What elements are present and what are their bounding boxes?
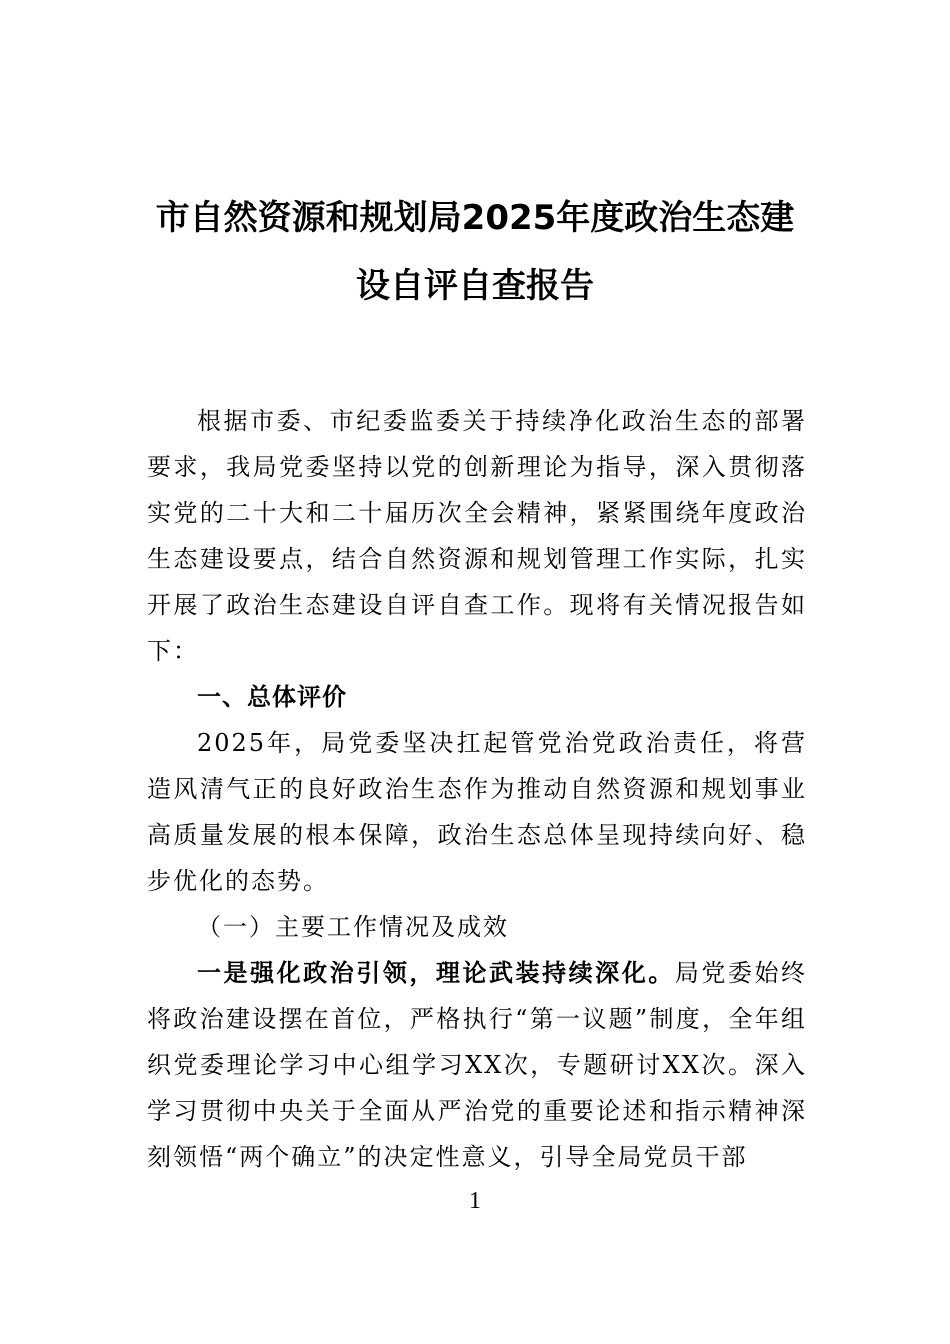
page-number: 1 [469,1188,481,1214]
overall-evaluation-paragraph: 2025年，局党委坚决扛起管党治党政治责任，将营造风清气正的良好政治生态作为推动自然资源和规划事业高质量发展的根本保障，政治生态总体呈现持续向好、稳步优化的态势。 [147,729,807,895]
document-title-line-2: 设自评自查报告 [356,266,594,306]
document-body [147,398,807,1180]
document-title-line-1: 市自然资源和规划局2025年度政治生态建 [155,198,795,238]
point-one-text: 局党委始终将政治建设摆在首位，严格执行“第一议题”制度，全年组织党委理论学习中心组学习XX次，专题研讨XX次。深入学习贯彻中央关于全面从严治党的重要论述和指示精神深刻领悟“两个确立”的决定性意义，引导全局党员干部 [147,959,808,1171]
subsection-heading-main-work: （一）主要工作情况及成效 [197,913,509,941]
point-one-lead: 一是强化政治引领，理论武装持续深化。 [197,959,675,987]
section-heading-overall-evaluation: 一、总体评价 [197,683,347,711]
point-one-paragraph [147,950,807,1180]
intro-paragraph: 根据市委、市纪委监委关于持续净化政治生态的部署要求，我局党委坚持以党的创新理论为指导，深入贯彻落实党的二十大和二十届历次全会精神，紧紧围绕年度政治生态建设要点，结合自然资源和规划管理工作实际，扎实开展了政治生态建设自评自查工作。现将有关情况报告如下： [147,407,807,665]
